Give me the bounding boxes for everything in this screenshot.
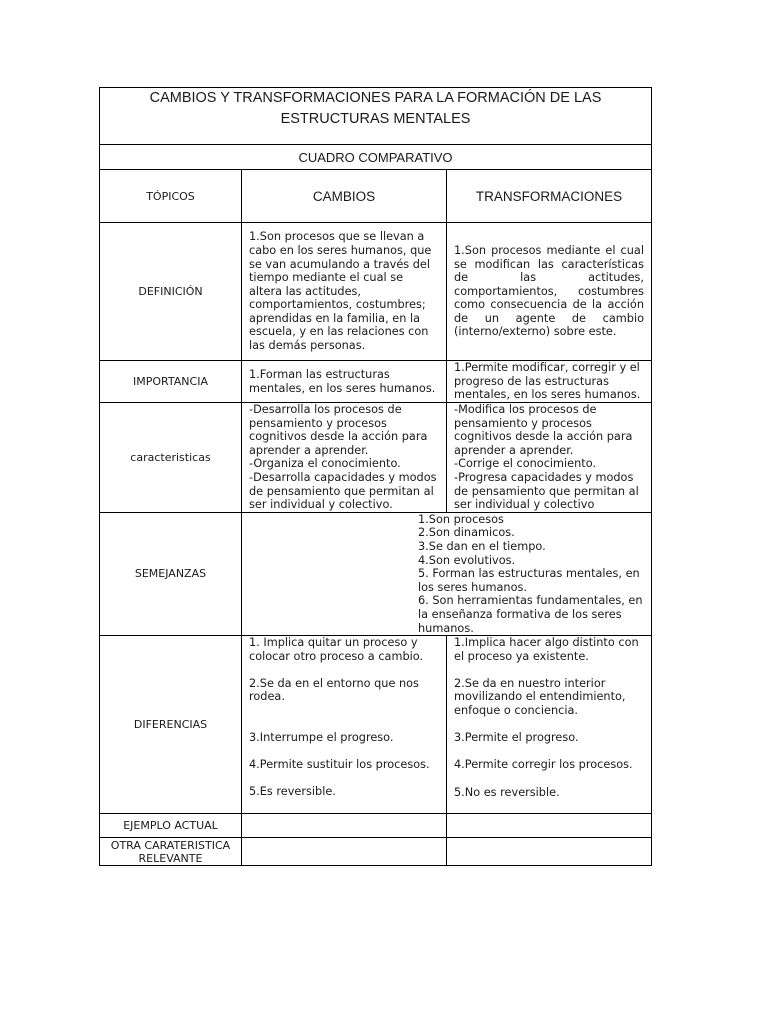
document-subtitle: CUADRO COMPARATIVO — [100, 145, 652, 170]
diferencias-cambios — [242, 636, 447, 814]
diferencia-transformaciones-item: 1.Implica hacer algo distinto con el proceso ya existente. — [454, 636, 639, 663]
caracteristicas-transformaciones — [447, 403, 652, 513]
row-definicion — [100, 223, 652, 361]
ejemplo-transformaciones-cell — [447, 814, 652, 838]
semejanza-item: 3.Se dan en el tiempo. — [418, 539, 546, 553]
diferencia-cambios-item: 3.Interrumpe el progreso. — [249, 731, 394, 745]
subtitle-row — [100, 145, 652, 170]
diferencia-transformaciones-item: 2.Se da en nuestro interior movilizando el entendimiento, enfoque o conciencia. — [454, 676, 626, 718]
topic-semejanzas: SEMEJANZAS — [100, 512, 242, 635]
row-importancia — [100, 361, 652, 403]
diferencia-cambios-item: 1. Implica quitar un proceso y colocar otro proceso a cambio. — [249, 636, 424, 663]
row-otra-caracteristica — [100, 838, 652, 866]
comparison-table — [99, 87, 652, 866]
semejanza-item: 6. Son herramientas fundamentales, en la enseñanza formativa de los seres humanos. — [418, 594, 643, 635]
diferencia-transformaciones-item: 4.Permite corregir los procesos. — [454, 758, 633, 772]
topic-definicion: DEFINICIÓN — [100, 223, 242, 361]
topic-caracteristicas: caracteristicas — [100, 403, 242, 513]
diferencia-cambios-item: 2.Se da en el entorno que nos rodea. — [249, 676, 419, 704]
comparative-document — [99, 87, 651, 866]
row-ejemplo-actual — [100, 814, 652, 838]
importancia-cambios: 1.Forman las estructuras mentales, en los seres humanos. — [242, 361, 447, 403]
diferencia-cambios-item: 5.Es reversible. — [249, 785, 336, 799]
semejanza-item: 1.Son procesos — [418, 512, 504, 526]
diferencia-transformaciones-item: 3.Permite el progreso. — [454, 731, 579, 745]
semejanzas-list — [242, 512, 652, 635]
topic-ejemplo-actual: EJEMPLO ACTUAL — [100, 814, 242, 838]
row-diferencias — [100, 636, 652, 814]
otra-transformaciones-cell — [447, 838, 652, 866]
caracteristicas-cambios-item: -Desarrolla capacidades y modos de pensamiento que permitan al ser individual y colectivo. — [249, 470, 437, 512]
semejanza-item: 2.Son dinamicos. — [418, 526, 515, 540]
row-semejanzas — [100, 512, 652, 635]
definicion-cambios: 1.Son procesos que se llevan a cabo en los seres humanos, que se van acumulando a través del tiempo mediante el cual se altera las actitudes, comportamientos, costumbres; aprendidas en la familia, en la escuela, y en las relaciones con las demás personas. — [242, 223, 447, 361]
document-title: CAMBIOS Y TRANSFORMACIONES PARA LA FORMACIÓN DE LAS ESTRUCTURAS MENTALES — [100, 88, 652, 145]
topic-importancia: IMPORTANCIA — [100, 361, 242, 403]
importancia-transformaciones: 1.Permite modificar, corregir y el progreso de las estructuras mentales, en los seres humanos. — [447, 361, 652, 403]
caracteristicas-cambios — [242, 403, 447, 513]
caracteristicas-cambios-item: -Desarrolla los procesos de pensamiento y procesos cognitivos desde la acción para aprender a aprender. — [249, 403, 428, 457]
otra-cambios-cell — [242, 838, 447, 866]
diferencia-cambios-item: 4.Permite sustituir los procesos. — [249, 758, 430, 772]
caracteristicas-transformaciones-item: -Modifica los procesos de pensamiento y procesos cognitivos desde la acción para aprender a aprender. — [454, 403, 633, 457]
ejemplo-cambios-cell — [242, 814, 447, 838]
header-transformations: TRANSFORMACIONES — [447, 170, 652, 223]
caracteristicas-transformaciones-item: -Progresa capacidades y modos de pensamiento que permitan al ser individual y colectivo — [454, 470, 639, 512]
diferencia-transformaciones-item: 5.No es reversible. — [454, 785, 560, 799]
topic-otra-caracteristica: OTRA CARATERISTICA RELEVANTE — [100, 838, 242, 866]
title-row — [100, 88, 652, 145]
header-row — [100, 170, 652, 223]
header-topics: TÓPICOS — [100, 170, 242, 223]
caracteristicas-cambios-item: -Organiza el conocimiento. — [249, 457, 401, 471]
topic-diferencias: DIFERENCIAS — [100, 636, 242, 814]
semejanza-item: 4.Son evolutivos. — [418, 553, 516, 567]
row-caracteristicas — [100, 403, 652, 513]
caracteristicas-transformaciones-item: -Corrige el conocimiento. — [454, 457, 597, 471]
definicion-transformaciones: 1.Son procesos mediante el cual se modifican las características de las actitudes, comportamientos, costumbres como consecuencia de la acción de un agente de cambio (interno/externo) sobre este. — [447, 223, 652, 361]
header-changes: CAMBIOS — [242, 170, 447, 223]
semejanza-item: 5. Forman las estructuras mentales, en los seres humanos. — [418, 567, 640, 594]
diferencias-transformaciones — [447, 636, 652, 814]
